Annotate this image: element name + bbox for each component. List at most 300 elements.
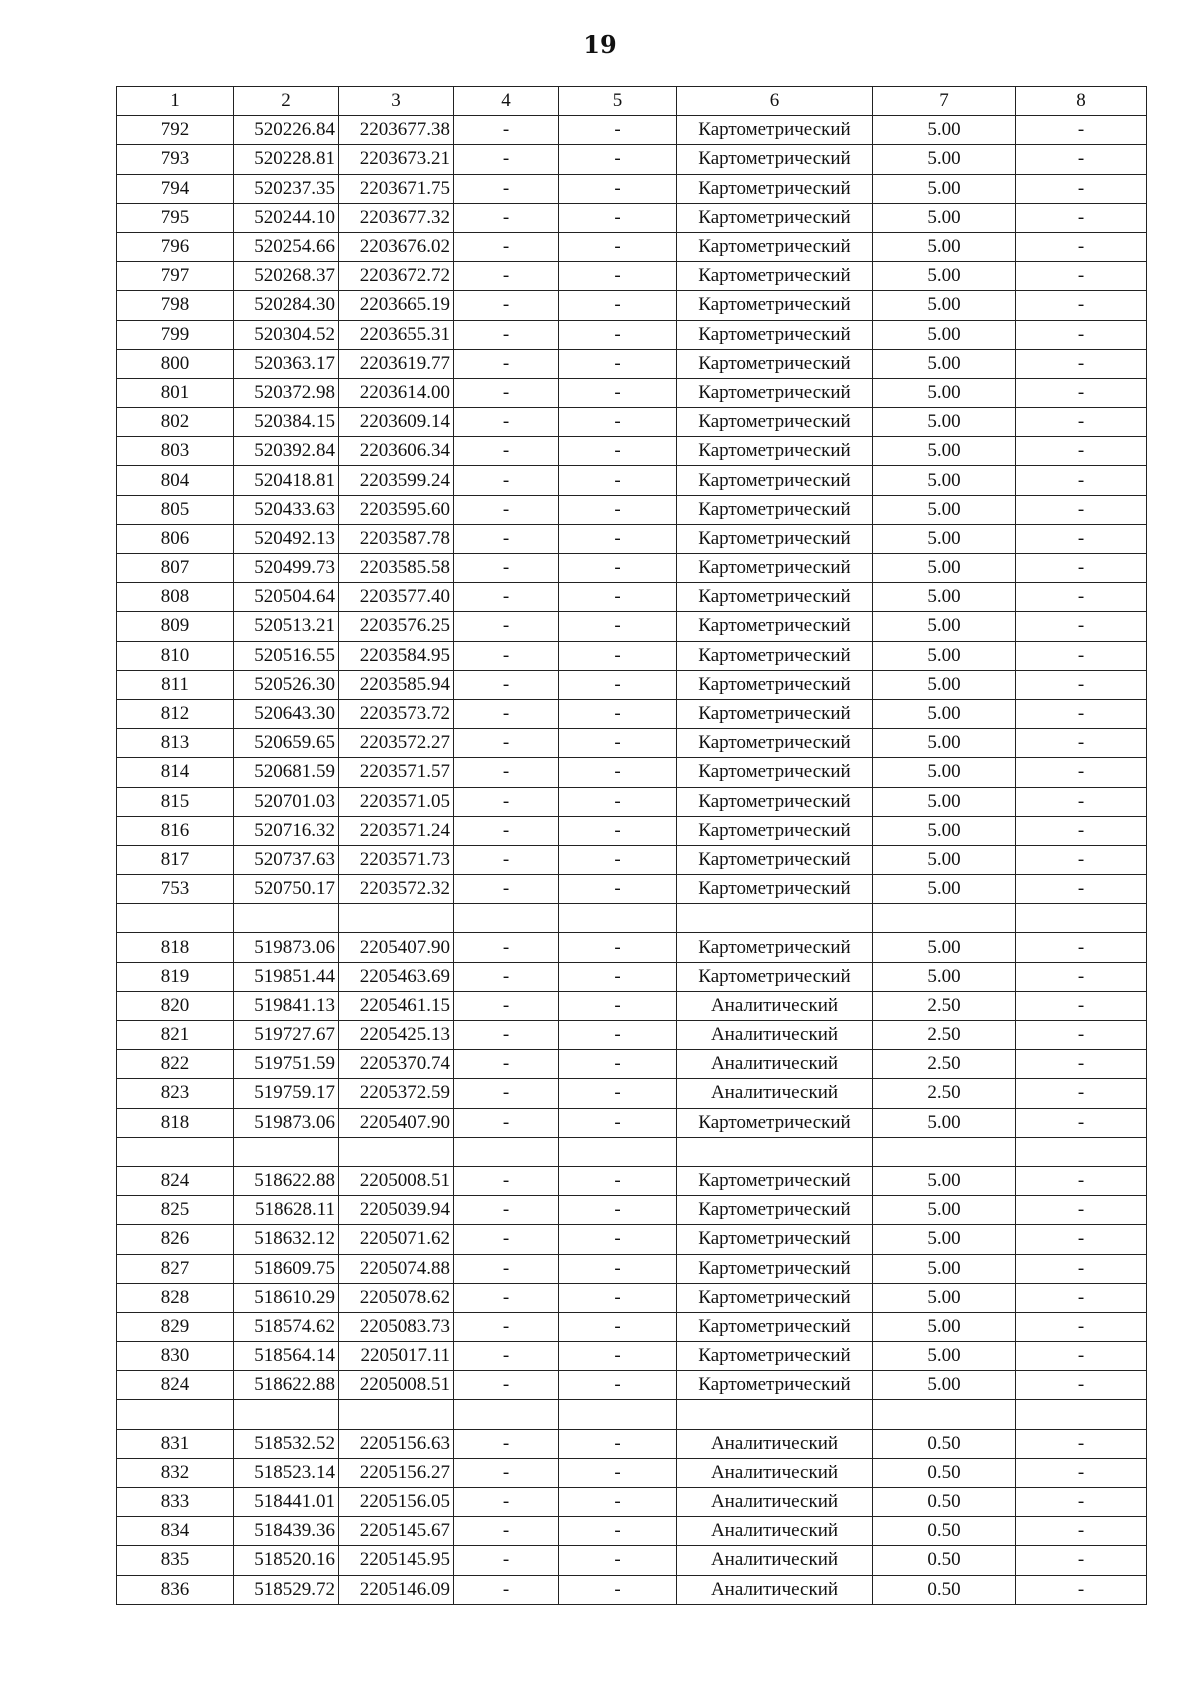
accuracy-cell: 5.00 [873, 145, 1016, 174]
col5-cell: - [559, 1021, 677, 1050]
y-coordinate-cell: 2205407.90 [339, 1108, 454, 1137]
x-coordinate-cell: 520750.17 [234, 875, 339, 904]
col4-cell: - [454, 349, 559, 378]
x-coordinate-cell: 520392.84 [234, 437, 339, 466]
col4-cell: - [454, 320, 559, 349]
accuracy-cell: 5.00 [873, 1371, 1016, 1400]
x-coordinate-cell: 520513.21 [234, 612, 339, 641]
y-coordinate-cell: 2203571.05 [339, 787, 454, 816]
y-coordinate-cell: 2203599.24 [339, 466, 454, 495]
table-row [117, 1254, 1147, 1283]
y-coordinate-cell: 2205146.09 [339, 1575, 454, 1604]
method-cell: Картометрический [677, 408, 873, 437]
col4-cell: - [454, 1342, 559, 1371]
x-coordinate-cell: 520226.84 [234, 116, 339, 145]
col5-cell: - [559, 991, 677, 1020]
accuracy-cell: 2.50 [873, 1021, 1016, 1050]
point-number-cell: 818 [117, 933, 234, 962]
col5-cell: - [559, 933, 677, 962]
y-coordinate-cell: 2203673.21 [339, 145, 454, 174]
col4-cell: - [454, 232, 559, 261]
accuracy-cell: 5.00 [873, 116, 1016, 145]
col4-cell: - [454, 729, 559, 758]
accuracy-cell: 0.50 [873, 1517, 1016, 1546]
col4-cell: - [454, 1050, 559, 1079]
x-coordinate-cell: 518622.88 [234, 1371, 339, 1400]
point-number-cell: 818 [117, 1108, 234, 1137]
method-cell: Картометрический [677, 291, 873, 320]
column-header: 1 [117, 87, 234, 116]
col8-cell: - [1016, 758, 1147, 787]
table-header-row [117, 87, 1147, 116]
page-number: 19 [583, 30, 617, 59]
method-cell: Картометрический [677, 1342, 873, 1371]
table-row [117, 1108, 1147, 1137]
col8-cell [1016, 1137, 1147, 1166]
x-coordinate-cell: 518622.88 [234, 1166, 339, 1195]
method-cell: Картометрический [677, 758, 873, 787]
col8-cell: - [1016, 495, 1147, 524]
col5-cell: - [559, 1050, 677, 1079]
col8-cell: - [1016, 991, 1147, 1020]
x-coordinate-cell: 518529.72 [234, 1575, 339, 1604]
method-cell: Картометрический [677, 495, 873, 524]
accuracy-cell: 5.00 [873, 466, 1016, 495]
accuracy-cell [873, 904, 1016, 933]
accuracy-cell: 5.00 [873, 845, 1016, 874]
y-coordinate-cell: 2205407.90 [339, 933, 454, 962]
method-cell: Аналитический [677, 1458, 873, 1487]
point-number-cell: 810 [117, 641, 234, 670]
col5-cell: - [559, 1342, 677, 1371]
table-row [117, 349, 1147, 378]
table-row [117, 291, 1147, 320]
table-row [117, 524, 1147, 553]
table-row [117, 1488, 1147, 1517]
col8-cell: - [1016, 670, 1147, 699]
table-row [117, 1400, 1147, 1429]
col4-cell: - [454, 466, 559, 495]
col8-cell: - [1016, 1517, 1147, 1546]
method-cell: Картометрический [677, 933, 873, 962]
method-cell: Картометрический [677, 437, 873, 466]
table-row [117, 1196, 1147, 1225]
method-cell: Аналитический [677, 1488, 873, 1517]
table-row [117, 437, 1147, 466]
col5-cell [559, 1137, 677, 1166]
method-cell: Картометрический [677, 232, 873, 261]
table-row [117, 1050, 1147, 1079]
col8-cell: - [1016, 1458, 1147, 1487]
x-coordinate-cell [234, 1137, 339, 1166]
col4-cell: - [454, 524, 559, 553]
y-coordinate-cell: 2203619.77 [339, 349, 454, 378]
method-cell: Картометрический [677, 1108, 873, 1137]
col8-cell: - [1016, 320, 1147, 349]
col8-cell: - [1016, 641, 1147, 670]
accuracy-cell: 2.50 [873, 1050, 1016, 1079]
col4-cell: - [454, 262, 559, 291]
col8-cell: - [1016, 408, 1147, 437]
col5-cell [559, 1400, 677, 1429]
col8-cell: - [1016, 1312, 1147, 1341]
accuracy-cell: 0.50 [873, 1575, 1016, 1604]
point-number-cell: 833 [117, 1488, 234, 1517]
accuracy-cell: 5.00 [873, 1312, 1016, 1341]
y-coordinate-cell: 2203576.25 [339, 612, 454, 641]
col5-cell: - [559, 1371, 677, 1400]
method-cell: Картометрический [677, 1196, 873, 1225]
x-coordinate-cell: 520237.35 [234, 174, 339, 203]
x-coordinate-cell: 518574.62 [234, 1312, 339, 1341]
point-number-cell: 817 [117, 845, 234, 874]
col5-cell: - [559, 554, 677, 583]
col8-cell: - [1016, 174, 1147, 203]
col8-cell: - [1016, 699, 1147, 728]
y-coordinate-cell: 2203677.38 [339, 116, 454, 145]
col4-cell: - [454, 203, 559, 232]
x-coordinate-cell: 520384.15 [234, 408, 339, 437]
col5-cell: - [559, 699, 677, 728]
col8-cell: - [1016, 1254, 1147, 1283]
y-coordinate-cell: 2205156.27 [339, 1458, 454, 1487]
method-cell: Картометрический [677, 1312, 873, 1341]
y-coordinate-cell: 2205074.88 [339, 1254, 454, 1283]
method-cell: Аналитический [677, 1575, 873, 1604]
y-coordinate-cell: 2203676.02 [339, 232, 454, 261]
col8-cell: - [1016, 1050, 1147, 1079]
table-row [117, 408, 1147, 437]
col8-cell: - [1016, 1546, 1147, 1575]
point-number-cell: 793 [117, 145, 234, 174]
accuracy-cell: 5.00 [873, 699, 1016, 728]
col8-cell: - [1016, 1079, 1147, 1108]
accuracy-cell: 5.00 [873, 232, 1016, 261]
col4-cell: - [454, 1546, 559, 1575]
col8-cell: - [1016, 1488, 1147, 1517]
table-row [117, 1429, 1147, 1458]
point-number-cell: 811 [117, 670, 234, 699]
y-coordinate-cell: 2203573.72 [339, 699, 454, 728]
method-cell: Аналитический [677, 1050, 873, 1079]
x-coordinate-cell: 520363.17 [234, 349, 339, 378]
col4-cell: - [454, 845, 559, 874]
table-row [117, 1312, 1147, 1341]
accuracy-cell: 5.00 [873, 1196, 1016, 1225]
method-cell: Картометрический [677, 612, 873, 641]
y-coordinate-cell: 2205039.94 [339, 1196, 454, 1225]
method-cell: Картометрический [677, 729, 873, 758]
col8-cell: - [1016, 1283, 1147, 1312]
method-cell: Картометрический [677, 320, 873, 349]
col4-cell: - [454, 875, 559, 904]
col8-cell: - [1016, 1371, 1147, 1400]
x-coordinate-cell: 518523.14 [234, 1458, 339, 1487]
y-coordinate-cell: 2203677.32 [339, 203, 454, 232]
method-cell: Аналитический [677, 991, 873, 1020]
x-coordinate-cell: 519727.67 [234, 1021, 339, 1050]
col5-cell: - [559, 174, 677, 203]
table-row [117, 320, 1147, 349]
col8-cell: - [1016, 291, 1147, 320]
x-coordinate-cell: 520228.81 [234, 145, 339, 174]
method-cell: Картометрический [677, 641, 873, 670]
x-coordinate-cell: 519841.13 [234, 991, 339, 1020]
point-number-cell: 753 [117, 875, 234, 904]
point-number-cell: 803 [117, 437, 234, 466]
accuracy-cell: 5.00 [873, 1254, 1016, 1283]
y-coordinate-cell: 2205145.67 [339, 1517, 454, 1546]
col8-cell: - [1016, 875, 1147, 904]
x-coordinate-cell: 520504.64 [234, 583, 339, 612]
method-cell: Аналитический [677, 1079, 873, 1108]
col5-cell: - [559, 1546, 677, 1575]
col5-cell: - [559, 758, 677, 787]
point-number-cell [117, 1137, 234, 1166]
table-row [117, 991, 1147, 1020]
y-coordinate-cell: 2205008.51 [339, 1371, 454, 1400]
y-coordinate-cell: 2203571.73 [339, 845, 454, 874]
x-coordinate-cell: 518610.29 [234, 1283, 339, 1312]
accuracy-cell: 2.50 [873, 991, 1016, 1020]
col4-cell: - [454, 174, 559, 203]
y-coordinate-cell: 2203587.78 [339, 524, 454, 553]
y-coordinate-cell: 2203571.24 [339, 816, 454, 845]
table-row [117, 612, 1147, 641]
col8-cell: - [1016, 116, 1147, 145]
col8-cell: - [1016, 962, 1147, 991]
point-number-cell: 797 [117, 262, 234, 291]
col5-cell: - [559, 1108, 677, 1137]
table-row [117, 466, 1147, 495]
col8-cell: - [1016, 1196, 1147, 1225]
accuracy-cell: 5.00 [873, 583, 1016, 612]
point-number-cell: 826 [117, 1225, 234, 1254]
x-coordinate-cell: 519873.06 [234, 1108, 339, 1137]
accuracy-cell: 5.00 [873, 554, 1016, 583]
method-cell: Аналитический [677, 1021, 873, 1050]
col8-cell: - [1016, 787, 1147, 816]
y-coordinate-cell: 2205008.51 [339, 1166, 454, 1195]
col8-cell [1016, 1400, 1147, 1429]
accuracy-cell: 5.00 [873, 437, 1016, 466]
y-coordinate-cell: 2205370.74 [339, 1050, 454, 1079]
table-row [117, 1517, 1147, 1546]
accuracy-cell: 5.00 [873, 612, 1016, 641]
point-number-cell: 823 [117, 1079, 234, 1108]
col5-cell: - [559, 466, 677, 495]
col5-cell: - [559, 291, 677, 320]
col4-cell: - [454, 787, 559, 816]
point-number-cell: 802 [117, 408, 234, 437]
col8-cell: - [1016, 816, 1147, 845]
col4-cell: - [454, 1429, 559, 1458]
y-coordinate-cell: 2203585.58 [339, 554, 454, 583]
point-number-cell: 824 [117, 1166, 234, 1195]
y-coordinate-cell: 2203572.32 [339, 875, 454, 904]
x-coordinate-cell: 520492.13 [234, 524, 339, 553]
x-coordinate-cell: 519759.17 [234, 1079, 339, 1108]
col4-cell: - [454, 962, 559, 991]
col4-cell: - [454, 1488, 559, 1517]
y-coordinate-cell: 2205145.95 [339, 1546, 454, 1575]
method-cell: Картометрический [677, 1166, 873, 1195]
point-number-cell: 800 [117, 349, 234, 378]
accuracy-cell: 5.00 [873, 787, 1016, 816]
accuracy-cell: 5.00 [873, 1225, 1016, 1254]
table-row [117, 145, 1147, 174]
accuracy-cell: 5.00 [873, 670, 1016, 699]
point-number-cell [117, 904, 234, 933]
x-coordinate-cell: 520716.32 [234, 816, 339, 845]
x-coordinate-cell: 520433.63 [234, 495, 339, 524]
table-row [117, 1137, 1147, 1166]
y-coordinate-cell: 2205071.62 [339, 1225, 454, 1254]
col4-cell [454, 904, 559, 933]
col5-cell: - [559, 1225, 677, 1254]
col5-cell: - [559, 524, 677, 553]
method-cell: Картометрический [677, 116, 873, 145]
accuracy-cell: 5.00 [873, 378, 1016, 407]
method-cell: Картометрический [677, 524, 873, 553]
col4-cell: - [454, 1108, 559, 1137]
method-cell: Аналитический [677, 1429, 873, 1458]
accuracy-cell: 5.00 [873, 816, 1016, 845]
point-number-cell: 825 [117, 1196, 234, 1225]
accuracy-cell: 5.00 [873, 349, 1016, 378]
accuracy-cell: 0.50 [873, 1488, 1016, 1517]
col5-cell [559, 904, 677, 933]
accuracy-cell: 5.00 [873, 729, 1016, 758]
point-number-cell: 827 [117, 1254, 234, 1283]
x-coordinate-cell: 520526.30 [234, 670, 339, 699]
x-coordinate-cell: 520659.65 [234, 729, 339, 758]
accuracy-cell: 0.50 [873, 1429, 1016, 1458]
x-coordinate-cell: 520284.30 [234, 291, 339, 320]
point-number-cell: 809 [117, 612, 234, 641]
col4-cell [454, 1137, 559, 1166]
col8-cell: - [1016, 583, 1147, 612]
col5-cell: - [559, 116, 677, 145]
column-header: 4 [454, 87, 559, 116]
table-row [117, 641, 1147, 670]
col5-cell: - [559, 349, 677, 378]
col5-cell: - [559, 845, 677, 874]
accuracy-cell: 5.00 [873, 875, 1016, 904]
point-number-cell: 799 [117, 320, 234, 349]
accuracy-cell: 2.50 [873, 1079, 1016, 1108]
y-coordinate-cell: 2203577.40 [339, 583, 454, 612]
col8-cell: - [1016, 1166, 1147, 1195]
col5-cell: - [559, 787, 677, 816]
table-row [117, 495, 1147, 524]
accuracy-cell: 5.00 [873, 962, 1016, 991]
method-cell: Картометрический [677, 875, 873, 904]
table-body [117, 116, 1147, 1605]
col8-cell: - [1016, 466, 1147, 495]
col5-cell: - [559, 378, 677, 407]
accuracy-cell: 5.00 [873, 203, 1016, 232]
col8-cell: - [1016, 262, 1147, 291]
col4-cell: - [454, 145, 559, 174]
x-coordinate-cell: 518532.52 [234, 1429, 339, 1458]
col4-cell: - [454, 1283, 559, 1312]
point-number-cell: 836 [117, 1575, 234, 1604]
col4-cell: - [454, 1371, 559, 1400]
col4-cell: - [454, 408, 559, 437]
table-row [117, 116, 1147, 145]
x-coordinate-cell: 518632.12 [234, 1225, 339, 1254]
table-row [117, 816, 1147, 845]
accuracy-cell: 5.00 [873, 495, 1016, 524]
y-coordinate-cell [339, 1137, 454, 1166]
point-number-cell: 832 [117, 1458, 234, 1487]
table-row [117, 232, 1147, 261]
point-number-cell: 806 [117, 524, 234, 553]
x-coordinate-cell: 520372.98 [234, 378, 339, 407]
point-number-cell: 816 [117, 816, 234, 845]
col5-cell: - [559, 1458, 677, 1487]
point-number-cell: 798 [117, 291, 234, 320]
table-row [117, 1225, 1147, 1254]
col5-cell: - [559, 1575, 677, 1604]
accuracy-cell: 5.00 [873, 174, 1016, 203]
accuracy-cell [873, 1400, 1016, 1429]
col5-cell: - [559, 232, 677, 261]
x-coordinate-cell: 519851.44 [234, 962, 339, 991]
table-row [117, 1283, 1147, 1312]
col5-cell: - [559, 612, 677, 641]
y-coordinate-cell: 2205156.63 [339, 1429, 454, 1458]
method-cell: Картометрический [677, 845, 873, 874]
accuracy-cell: 5.00 [873, 320, 1016, 349]
col4-cell: - [454, 583, 559, 612]
col5-cell: - [559, 1196, 677, 1225]
point-number-cell: 824 [117, 1371, 234, 1400]
accuracy-cell: 5.00 [873, 1166, 1016, 1195]
col8-cell: - [1016, 1575, 1147, 1604]
method-cell: Картометрический [677, 583, 873, 612]
accuracy-cell: 5.00 [873, 758, 1016, 787]
method-cell: Картометрический [677, 174, 873, 203]
accuracy-cell: 5.00 [873, 291, 1016, 320]
table-row [117, 670, 1147, 699]
table-row [117, 1166, 1147, 1195]
y-coordinate-cell: 2205461.15 [339, 991, 454, 1020]
method-cell: Картометрический [677, 1283, 873, 1312]
col8-cell: - [1016, 145, 1147, 174]
y-coordinate-cell: 2205425.13 [339, 1021, 454, 1050]
point-number-cell: 812 [117, 699, 234, 728]
col4-cell: - [454, 758, 559, 787]
y-coordinate-cell: 2203609.14 [339, 408, 454, 437]
y-coordinate-cell: 2205078.62 [339, 1283, 454, 1312]
method-cell: Картометрический [677, 670, 873, 699]
col5-cell: - [559, 145, 677, 174]
col4-cell [454, 1400, 559, 1429]
accuracy-cell: 0.50 [873, 1546, 1016, 1575]
col5-cell: - [559, 641, 677, 670]
accuracy-cell: 5.00 [873, 408, 1016, 437]
table-row [117, 1371, 1147, 1400]
col5-cell: - [559, 1254, 677, 1283]
x-coordinate-cell: 518441.01 [234, 1488, 339, 1517]
col5-cell: - [559, 583, 677, 612]
col4-cell: - [454, 816, 559, 845]
y-coordinate-cell: 2203595.60 [339, 495, 454, 524]
col8-cell: - [1016, 378, 1147, 407]
table-row [117, 845, 1147, 874]
